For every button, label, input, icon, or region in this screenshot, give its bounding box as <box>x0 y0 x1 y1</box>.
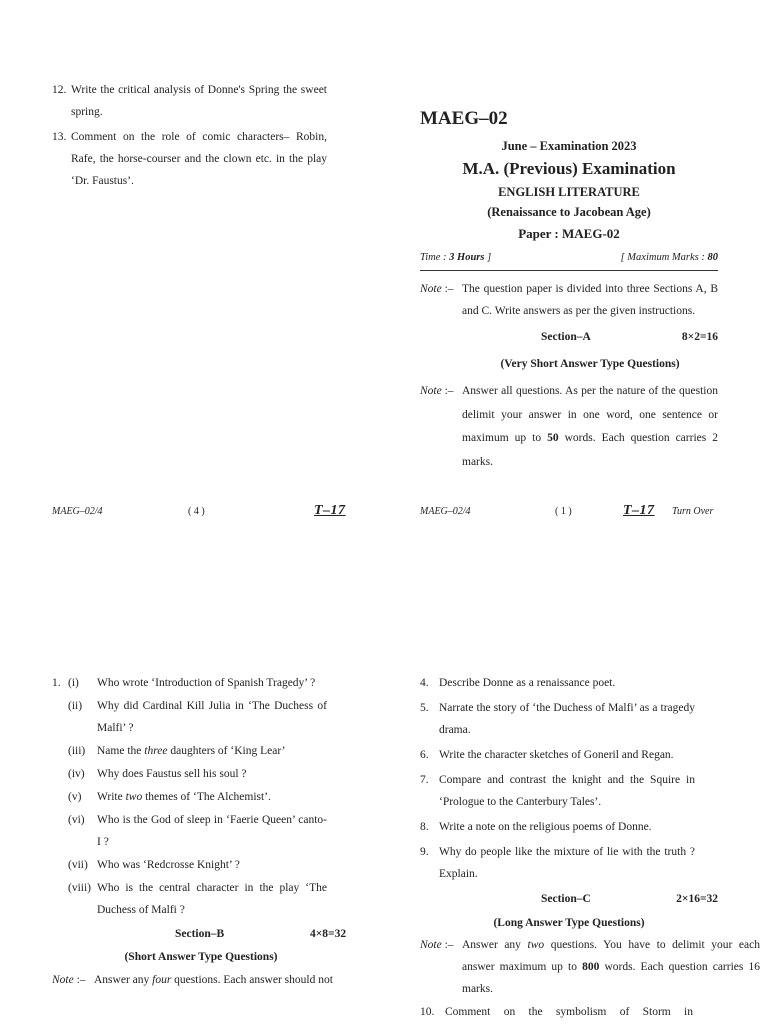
section-b-subtitle: (Short Answer Type Questions) <box>124 951 278 963</box>
sub-question-iii: (iii) Name the three daughters of ‘King Lear’ <box>68 745 286 757</box>
note-text-post: words. Each question carries 2 marks. <box>462 432 718 468</box>
exam-paper: Paper : MAEG-02 <box>518 226 620 241</box>
footer-turn-over: Turn Over <box>672 506 714 517</box>
question-12 <box>52 79 327 123</box>
time-info <box>420 252 491 263</box>
section-b-note: Note :– Answer any four questions. Each answer should not <box>52 969 350 991</box>
time-label: Time : <box>420 252 447 263</box>
note-label: Note :– <box>52 974 86 986</box>
footer-page-1 <box>420 503 720 522</box>
footer-page-4 <box>52 503 352 522</box>
footer-code: MAEG–02/4 <box>420 506 471 517</box>
exam-name: M.A. (Previous) Examination <box>462 159 676 178</box>
question-8: 8. Write a note on the religious poems of Donne. <box>420 821 652 833</box>
section-b-marks: 4×8=32 <box>310 928 347 940</box>
section-c-subtitle: (Long Answer Type Questions) <box>493 917 645 929</box>
instruction-note <box>420 278 718 322</box>
question-text: Comment on the role of comic characters– Robin, Rafe, the horse-courser and the clown etc. in the play ‘Dr. Faustus’. <box>71 131 327 187</box>
sub-question-ii: (ii) Why did Cardinal Kill Julia in ‘The Duchess of Malfi’ ? <box>68 700 327 734</box>
sub-question-viii: (viii) Who is the central character in the play ‘The Duchess of Malfi ? <box>68 882 327 916</box>
max-marks-value: 80 <box>707 252 718 263</box>
max-marks-info <box>621 252 718 263</box>
section-a-subtitle: (Very Short Answer Type Questions) <box>500 358 680 370</box>
bottom-right-column <box>420 672 760 1026</box>
section-c-title: Section–C <box>541 893 591 905</box>
section-c-marks: 2×16=32 <box>676 893 718 905</box>
footer-code: MAEG–02/4 <box>52 506 103 517</box>
top-right-header <box>420 108 718 130</box>
section-a-title: Section–A <box>541 331 591 343</box>
max-bracket: [ <box>620 252 625 263</box>
exam-session: June – Examination 2023 <box>501 139 637 153</box>
header-divider <box>420 270 718 271</box>
time-marks-row <box>420 252 718 268</box>
question-4: 4. Describe Donne as a renaissance poet. <box>420 677 616 689</box>
sub-question-v: (v) Write two themes of ‘The Alchemist’. <box>68 791 271 803</box>
section-a-marks: 8×2=16 <box>681 331 718 343</box>
note-label: Note :– <box>420 283 454 295</box>
question-7: 7. Compare and contrast the knight and the Squire in ‘Prologue to the Canterbury Tales’. <box>420 774 695 808</box>
note-label: Note :– <box>420 385 454 397</box>
note-text: The question paper is divided into three Sections A, B and C. Write answers as per the given instructions. <box>462 283 718 317</box>
section-a-note <box>420 380 718 474</box>
note-text-pre: Answer all questions. As per the nature of the question delimit your answer in one word, one sentence or maximum up to <box>462 385 718 444</box>
section-c-heading <box>420 888 718 910</box>
section-b-heading <box>52 923 347 945</box>
exam-subject: ENGLISH LITERATURE <box>498 185 640 199</box>
section-b-title: Section–B <box>175 928 225 940</box>
exam-title-block <box>420 136 718 244</box>
note-word-limit: 50 <box>547 432 559 444</box>
question-10: 10. Comment on the symbolism of Storm in <box>420 1006 693 1018</box>
question-number: 1. <box>52 677 61 689</box>
top-left-column <box>52 79 327 195</box>
footer-page-number: ( 4 ) <box>188 506 205 517</box>
footer-tcode: T–17 <box>623 503 655 518</box>
section-c-note: Note :– Answer any two questions. You have to delimit your each answer maximum up to 800 words. Each question carries 16 marks. <box>420 934 760 1000</box>
question-number: 12. <box>52 84 67 96</box>
exam-period: (Renaissance to Jacobean Age) <box>487 205 651 219</box>
question-9: 9. Why do people like the mixture of lie with the truth ? Explain. <box>420 846 695 880</box>
bottom-left-column <box>52 672 347 991</box>
paper-code: MAEG–02 <box>420 108 508 129</box>
sub-question-vii: (vii) Who was ‘Redcrosse Knight’ ? <box>68 859 240 871</box>
question-13 <box>52 126 327 192</box>
question-5: 5. Narrate the story of ‘the Duchess of Malfi’ as a tragedy drama. <box>420 702 695 736</box>
sub-question-iv: (iv) Why does Faustus sell his soul ? <box>68 768 247 780</box>
question-number: 13. <box>52 131 67 143</box>
time-bracket: ] <box>487 252 492 263</box>
top-right-column <box>420 278 718 474</box>
time-value: 3 Hours <box>449 252 485 263</box>
max-marks-label: Maximum Marks : <box>627 252 705 263</box>
sub-question-vi: (vi) Who is the God of sleep in ‘Faerie Queen’ canto-I ? <box>68 814 327 848</box>
section-a-heading <box>420 326 718 348</box>
footer-tcode: T–17 <box>314 503 346 518</box>
question-1 <box>52 672 327 921</box>
question-text: Write the critical analysis of Donne's Spring the sweet spring. <box>71 84 327 118</box>
footer-page-number: ( 1 ) <box>555 506 572 517</box>
note-label: Note :– <box>420 939 454 951</box>
question-6: 6. Write the character sketches of Goneril and Regan. <box>420 749 674 761</box>
sub-question-i: (i) Who wrote ‘Introduction of Spanish Tragedy’ ? <box>68 677 316 689</box>
